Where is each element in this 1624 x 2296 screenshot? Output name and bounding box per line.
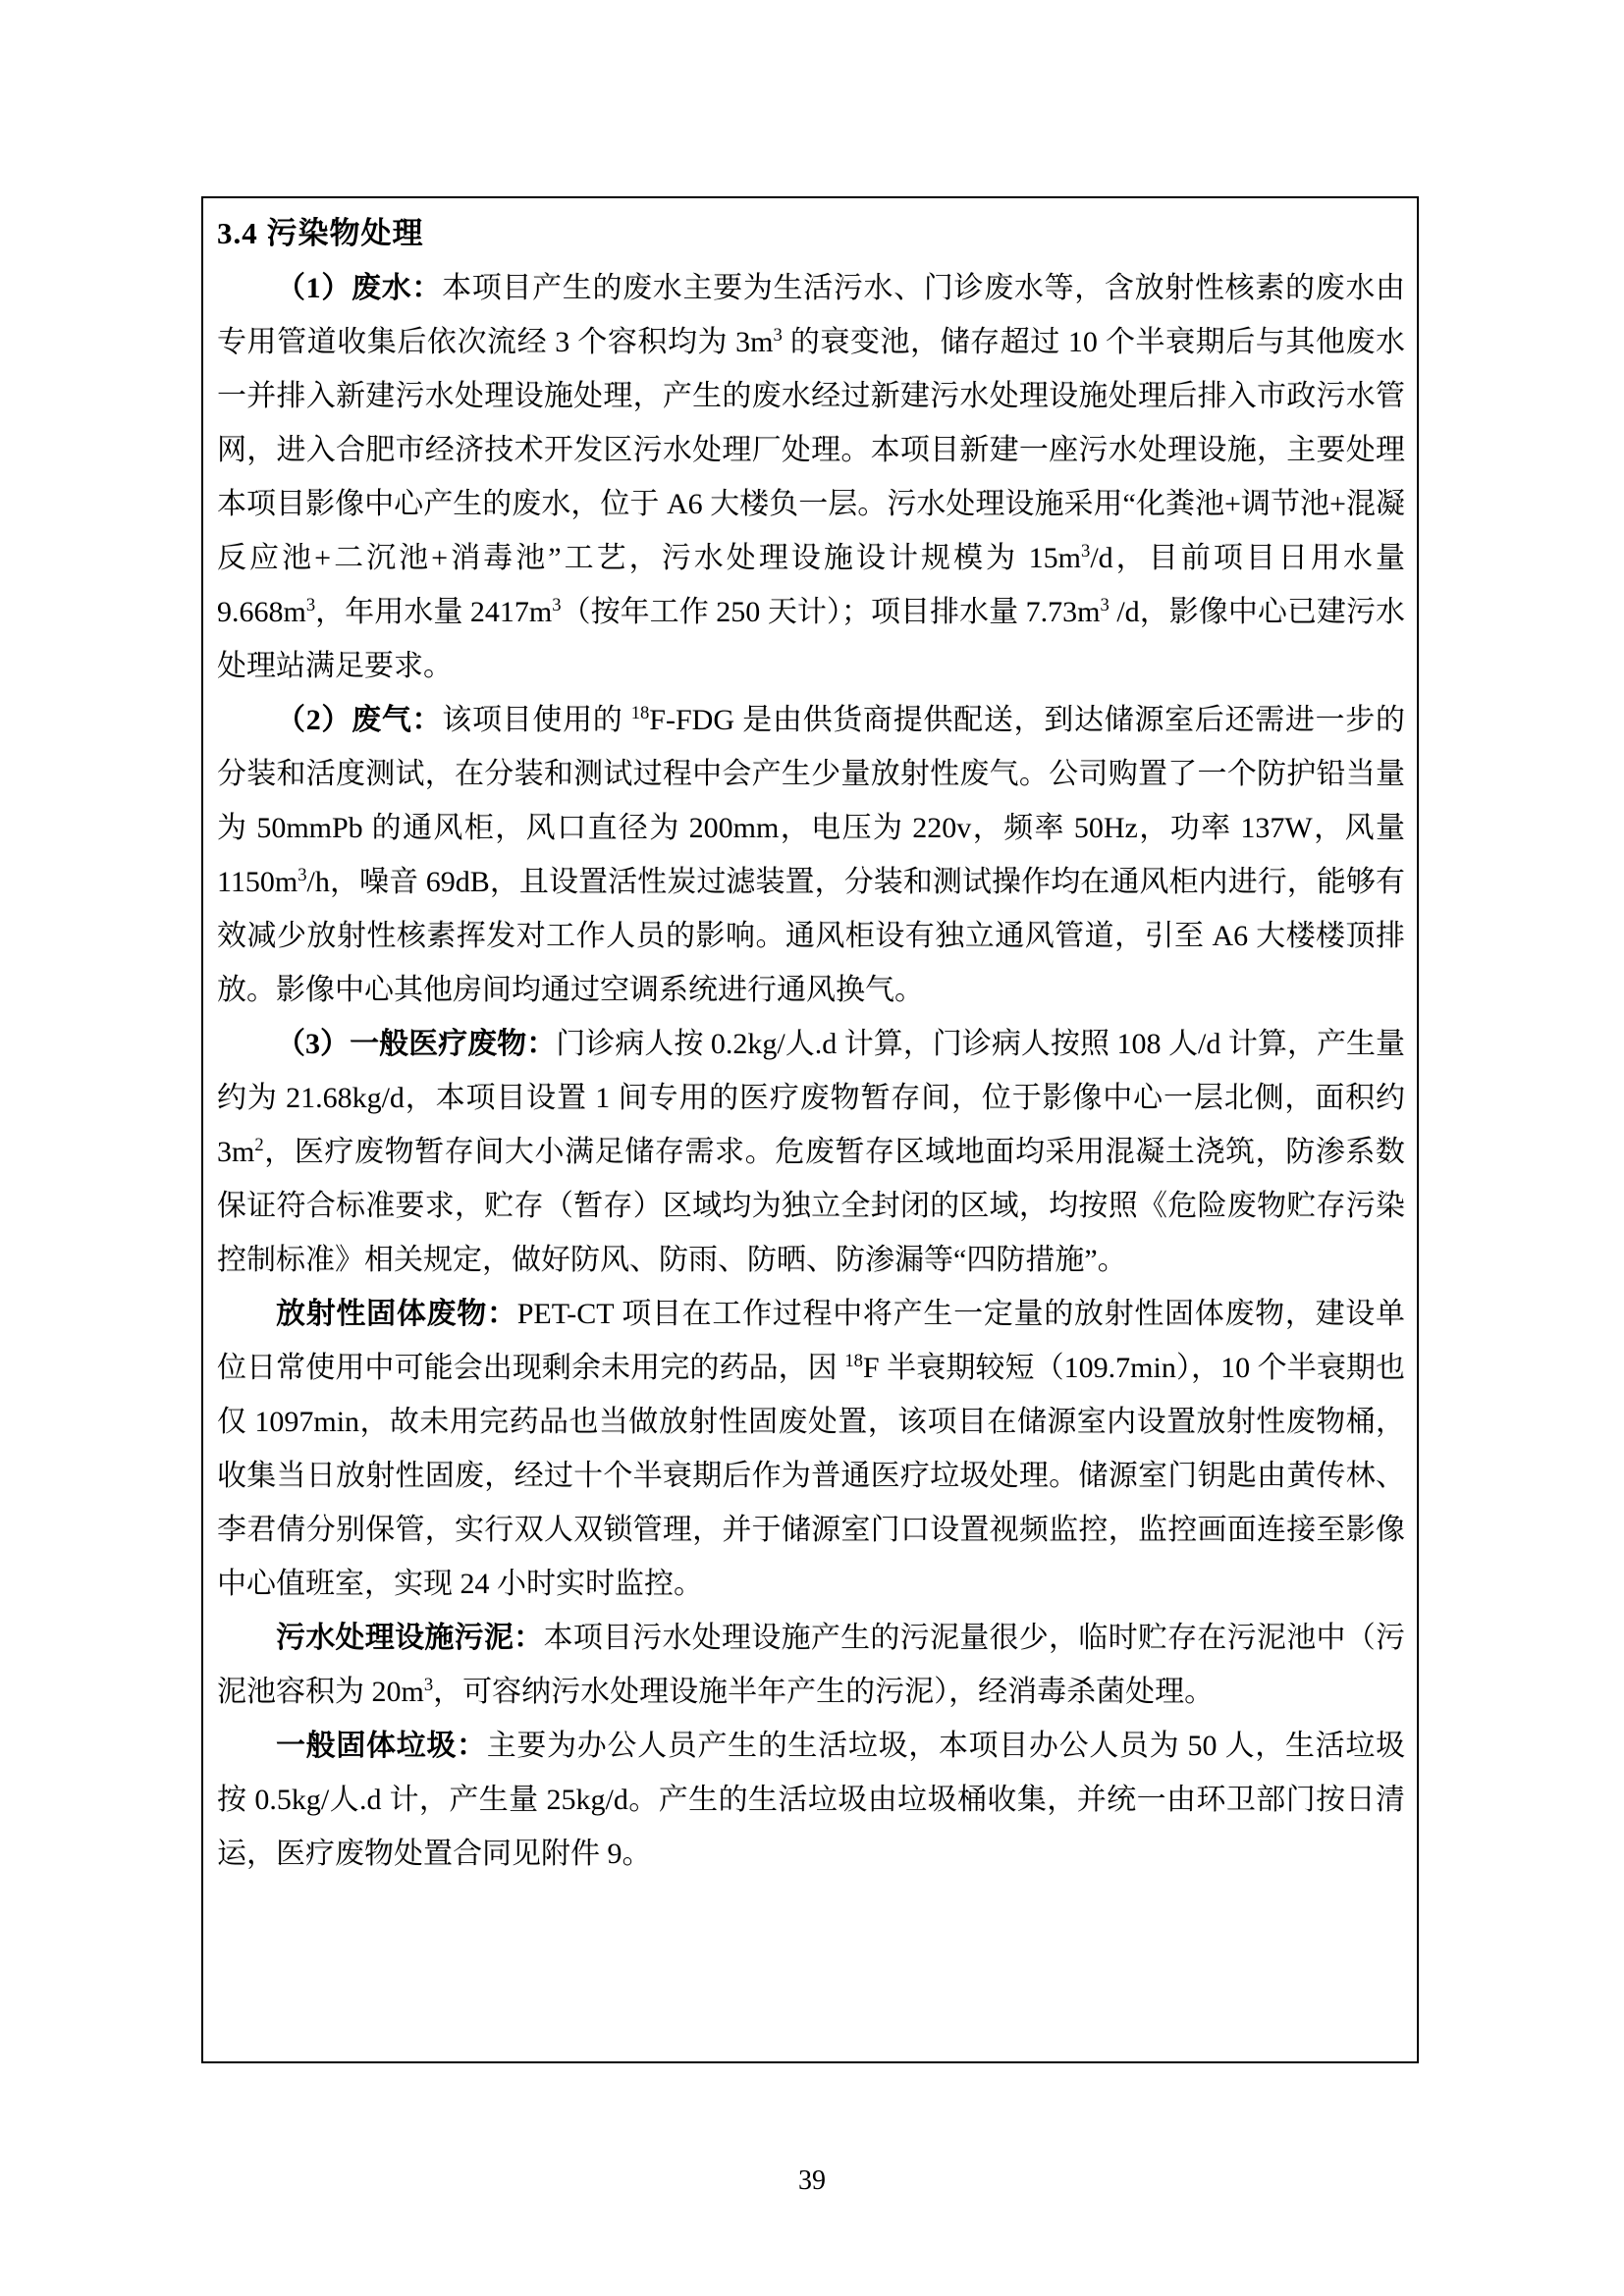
run-in-heading: （3）一般医疗废物： bbox=[276, 1028, 557, 1060]
content-border-box bbox=[201, 196, 1419, 2063]
text-segment: F-FDG 是由供货商提供配送，到达储源室后还需进一步的分装和活度测试，在分装和测试过程中会产生少量放射性废气。公司购置了一个防护铅当量为 50mmPb 的通风柜，风口直径为 200mm，电压为 220v，频率 50Hz，功率 137W，风量 1150m bbox=[217, 704, 1406, 898]
text-segment: 该项目使用的 bbox=[442, 704, 631, 736]
run-in-heading: 一般固体垃圾： bbox=[276, 1730, 487, 1762]
page-number: 39 bbox=[798, 2165, 826, 2196]
paragraph-general-solid-waste bbox=[217, 1719, 1405, 1881]
paragraph-sewage-sludge bbox=[217, 1611, 1405, 1719]
superscript: 2 bbox=[254, 1135, 264, 1155]
superscript: 3 bbox=[1081, 541, 1091, 561]
run-in-heading: （1）废水： bbox=[276, 272, 443, 304]
text-segment: ，医疗废物暂存间大小满足储存需求。危废暂存区域地面均采用混凝土浇筑，防渗系数保证符合标准要求，贮存（暂存）区域均为独立全封闭的区域，均按照《危险废物贮存污染控制标准》相关规定，做好防风、防雨、防晒、防渗漏等“四防措施”。 bbox=[217, 1136, 1405, 1276]
superscript: 3 bbox=[298, 865, 307, 885]
run-in-heading: （2）废气： bbox=[276, 704, 443, 736]
superscript: 3 bbox=[552, 595, 562, 615]
paragraph-waste-gas bbox=[217, 693, 1405, 1017]
superscript: 18 bbox=[844, 1351, 863, 1371]
text-segment: /d，目前项目日用水量 9.668m bbox=[217, 542, 1405, 628]
paragraph-radioactive-solid-waste bbox=[217, 1287, 1405, 1611]
text-segment: PET-CT 项目在工作过程中将产生一定量的放射性固体废物，建设单位日常使用中可能会出现剩余未用完的药品，因 bbox=[217, 1298, 1405, 1384]
text-segment: /d，影像中心已建污水处理站满足要求。 bbox=[217, 596, 1405, 682]
paragraph-general-medical-waste bbox=[217, 1017, 1405, 1287]
run-in-heading: 污水处理设施污泥： bbox=[276, 1622, 544, 1654]
text-segment: 的衰变池，储存超过 10 个半衰期后与其他废水一并排入新建污水处理设施处理，产生的废水经过新建污水处理设施处理后排入市政污水管网，进入合肥市经济技术开发区污水处理厂处理。本项目新建一座污水处理设施，主要处理本项目影像中心产生的废水，位于 A6 大楼负一层。污水处理设施采用“化粪池+调节池+混凝反应池+二沉池+消毒池”工艺，污水处理设施设计规模为 15m bbox=[217, 326, 1406, 574]
paragraph-wastewater bbox=[217, 261, 1405, 693]
superscript: 18 bbox=[630, 703, 650, 723]
text-segment: （按年工作 250 天计）；项目排水量 7.73m bbox=[561, 596, 1101, 628]
text-segment: 本项目污水处理设施产生的污泥量很少，临时贮存在污泥池中（污泥池容积为 20m bbox=[217, 1622, 1406, 1708]
text-segment: ，可容纳污水处理设施半年产生的污泥），经消毒杀菌处理。 bbox=[433, 1676, 1215, 1708]
text-segment: 门诊病人按 0.2kg/人.d 计算，门诊病人按照 108 人/d 计算，产生量约为 21.68kg/d，本项目设置 1 间专用的医疗废物暂存间，位于影像中心一层北侧，面积约 3m bbox=[217, 1028, 1406, 1168]
section-title: 3.4 污染物处理 bbox=[217, 216, 424, 250]
superscript: 3 bbox=[423, 1675, 434, 1695]
text-segment: /h，噪音 69dB，且设置活性炭过滤装置，分装和测试操作均在通风柜内进行，能够有效减少放射性核素挥发对工作人员的影响。通风柜设有独立通风管道，引至 A6 大楼楼顶排放。影像中心其他房间均通过空调系统进行通风换气。 bbox=[217, 866, 1405, 1006]
run-in-heading: 放射性固体废物： bbox=[276, 1298, 517, 1330]
superscript: 3 bbox=[305, 595, 316, 615]
superscript: 3 bbox=[773, 325, 783, 346]
text-segment: 本项目产生的废水主要为生活污水、门诊废水等，含放射性核素的废水由专用管道收集后依次流经 3 个容积均为 3m bbox=[217, 272, 1406, 358]
document-body bbox=[217, 261, 1405, 1881]
superscript: 3 bbox=[1100, 595, 1110, 615]
text-segment: 主要为办公人员产生的生活垃圾，本项目办公人员为 50 人，生活垃圾按 0.5kg/人.d 计，产生量 25kg/d。产生的生活垃圾由垃圾桶收集，并统一由环卫部门按日清运，医疗废物处置合同见附件 9。 bbox=[217, 1730, 1406, 1870]
text-segment: F 半衰期较短（109.7min），10 个半衰期也仅 1097min，故未用完药品也当做放射性固废处置，该项目在储源室内设置放射性废物桶，收集当日放射性固废，经过十个半衰期后作为普通医疗垃圾处理。储源室门钥匙由黄传林、李君倩分别保管，实行双人双锁管理，并于储源室门口设置视频监控，监控画面连接至影像中心值班室，实现 24 小时实时监控。 bbox=[217, 1352, 1405, 1600]
text-segment: ，年用水量 2417m bbox=[315, 596, 553, 628]
